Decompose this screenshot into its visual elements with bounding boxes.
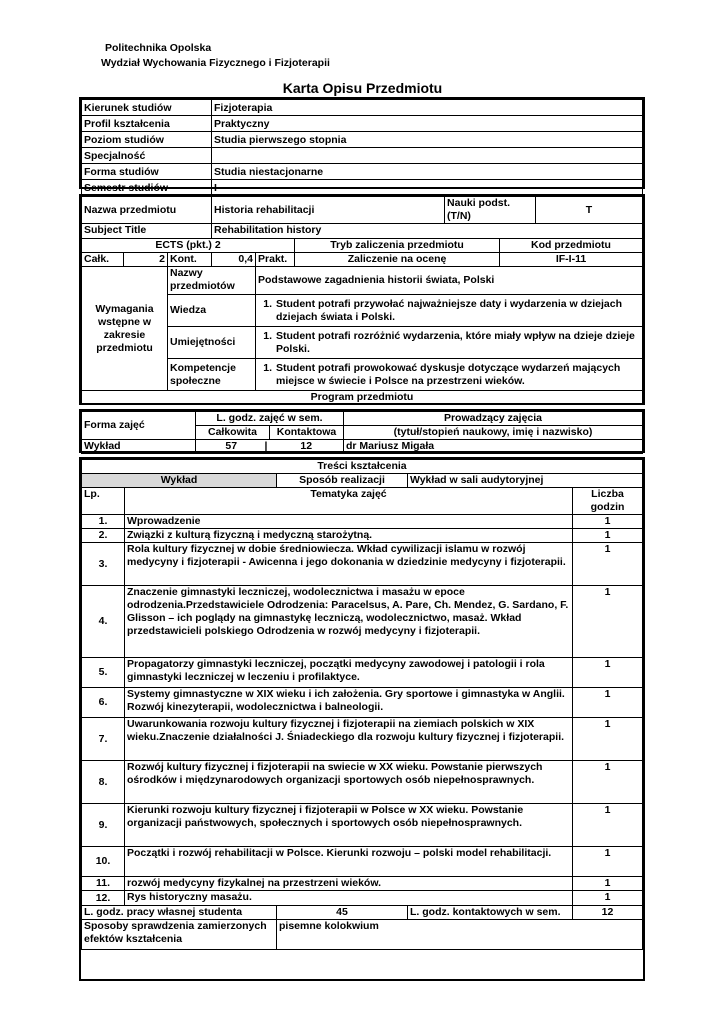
course-code-label: Kod przedmiotu <box>500 239 643 253</box>
forms-box <box>79 409 645 453</box>
row-lp: 11. <box>82 877 125 891</box>
studies-value: I <box>212 180 643 196</box>
content-title: Treści kształcenia <box>82 460 643 474</box>
studies-row <box>82 100 643 116</box>
req-label-courses: Nazwy przedmiotów <box>168 267 256 295</box>
subject-title-value: Rehabilitation history <box>212 224 643 239</box>
basic-science-value: T <box>536 197 643 224</box>
row-topic: Początki i rozwój rehabilitacji w Polsce. Kierunki rozwoju – polski model rehabilitacji. <box>125 847 573 877</box>
row-topic: Wprowadzenie <box>125 515 573 529</box>
own-work-value: 45 <box>277 906 408 920</box>
document-title: Karta Opisu Przedmiotu <box>282 80 443 96</box>
form-row-total <box>196 440 270 454</box>
contact-hours-label: Kontaktowa <box>270 426 344 440</box>
row-topic: Znaczenie gimnastyki leczniczej, wodolecznictwa i masażu w epoce odrodzenia.Przedstawiciele Odrodzenia: Paracelsus, A. Pare, Ch. Mendez, G. Sardano, F. Glisson – ich poglądy na gimnastykę leczniczą, wodolecznictwo, masaż. Wkład przedstawicieli polskiego Odrodzenia w rozwój medycyny i fizjoterapii. <box>125 586 573 658</box>
row-topic: Rys historyczny masażu. <box>125 891 573 906</box>
subject-box <box>79 194 645 405</box>
table-row <box>82 688 643 718</box>
department-name: Wydział Wychowania Fizycznego i Fizjoterapii <box>101 57 330 69</box>
studies-label: Semestr studiów <box>82 180 212 196</box>
row-topic: Związki z kulturą fizyczną i medyczną starożytną. <box>125 529 573 543</box>
row-lp: 9. <box>82 804 125 847</box>
row-lp: 6. <box>82 688 125 718</box>
course-code-value: IF-I-11 <box>500 253 643 267</box>
req-knowledge-num: 1. <box>263 297 273 310</box>
ects-contact-value: 0,4 <box>212 253 256 267</box>
studies-row <box>82 116 643 132</box>
row-hours: 1 <box>573 804 643 847</box>
table-row <box>82 804 643 847</box>
ects-total-value: 2 <box>124 253 168 267</box>
req-label-knowledge: Wiedza <box>168 295 256 327</box>
row-lp: 1. <box>82 515 125 529</box>
method-label: Sposób realizacji <box>277 474 408 488</box>
col-lp: Lp. <box>82 488 125 515</box>
own-work-label: L. godz. pracy własnej studenta <box>82 906 277 920</box>
table-row <box>82 529 643 543</box>
program-label: Program przedmiotu <box>82 391 643 405</box>
row-hours: 1 <box>573 847 643 877</box>
method-value: Wykład w sali audytoryjnej <box>408 474 643 488</box>
req-skills-num: 1. <box>263 329 273 342</box>
table-row <box>82 718 643 761</box>
studies-value: Studia pierwszego stopnia <box>212 132 643 148</box>
verification-label: Sposoby sprawdzenia zamierzonych efektów kształcenia <box>82 920 277 950</box>
content-table <box>81 459 643 950</box>
row-lp: 4. <box>82 586 125 658</box>
content-box <box>79 457 645 981</box>
row-hours: 1 <box>573 543 643 586</box>
totals-row <box>82 906 643 920</box>
row-hours: 1 <box>573 586 643 658</box>
table-row <box>82 847 643 877</box>
req-competences-text: Student potrafi prowokować dyskusje dotyczące wydarzeń mających miejsce w świecie i Polsce na przestrzeni wieków. <box>276 361 621 387</box>
req-label-skills: Umiejętności <box>168 327 256 359</box>
row-lp: 2. <box>82 529 125 543</box>
table-row <box>82 515 643 529</box>
table-row <box>82 877 643 891</box>
row-topic: Uwarunkowania rozwoju kultury fizycznej i fizjoterapii na ziemiach polskich w XIX wieku.Znaczenie działalności J. Śniadeckiego dla rozwoju kultury fizycznej i fizjoterapii. <box>125 718 573 761</box>
studies-row <box>82 132 643 148</box>
form-row-total-value: 57 <box>225 440 238 452</box>
verification-row <box>82 920 643 950</box>
table-row <box>82 658 643 688</box>
row-hours: 1 <box>573 761 643 804</box>
row-hours: 1 <box>573 529 643 543</box>
studies-label: Kierunek studiów <box>82 100 212 116</box>
req-competences-num: 1. <box>263 361 273 374</box>
studies-value: Praktyczny <box>212 116 643 132</box>
row-lp: 5. <box>82 658 125 688</box>
req-knowledge-text: Student potrafi przywołać najważniejsze daty i wydarzenia w dziejach dziejach świata i Polski. <box>276 297 623 323</box>
studies-label: Forma studiów <box>82 164 212 180</box>
contact-total-value: 12 <box>573 906 643 920</box>
studies-info-box <box>79 97 645 194</box>
req-label-competences: Kompetencje społeczne <box>168 359 256 391</box>
row-topic: Rola kultury fizycznej w dobie średniowiecza. Wkład cywilizacji islamu w rozwój medycyny i fizjoterapii - Awicenna i jego dokonania w dziedzinie medycyny i fizjoterapii. <box>125 543 573 586</box>
form-row-teacher: dr Mariusz Migała <box>344 440 643 454</box>
row-lp: 3. <box>82 543 125 586</box>
teacher-sublabel: (tytuł/stopień naukowy, imię i nazwisko) <box>344 426 643 440</box>
ects-total-label: Całk. <box>82 253 124 267</box>
studies-table <box>81 99 643 196</box>
table-row <box>82 543 643 586</box>
hours-label: L. godz. zajęć w sem. <box>196 412 344 426</box>
assessment-mode-label: Tryb zaliczenia przedmiotu <box>295 239 500 253</box>
row-topic: Kierunki rozwoju kultury fizycznej i fizjoterapii w Polsce w XX wieku. Powstanie organizacji państwowych, społecznych i sportowych osób niepełnosprawnych. <box>125 804 573 847</box>
subject-title-label: Subject Title <box>82 224 212 239</box>
table-row <box>82 891 643 906</box>
forms-table <box>81 411 643 454</box>
form-row-contact: 12 <box>270 440 344 454</box>
form-label: Forma zajęć <box>82 412 196 440</box>
row-hours: 1 <box>573 688 643 718</box>
table-row <box>82 761 643 804</box>
row-lp: 10. <box>82 847 125 877</box>
ects-contact-label: Kont. <box>168 253 212 267</box>
studies-value: Fizjoterapia <box>212 100 643 116</box>
basic-science-label: Nauki podst. (T/N) <box>445 197 536 224</box>
row-lp: 12. <box>82 891 125 906</box>
req-skills <box>256 327 643 359</box>
col-topic: Tematyka zajęć <box>125 488 573 515</box>
subject-name-value: Historia rehabilitacji <box>212 197 445 224</box>
total-hours-label: Całkowita <box>196 426 270 440</box>
verification-value: pisemne kolokwium <box>277 920 643 950</box>
content-type: Wykład <box>82 474 277 488</box>
studies-label: Profil kształcenia <box>82 116 212 132</box>
row-lp: 7. <box>82 718 125 761</box>
studies-label: Specjalność <box>82 148 212 164</box>
req-knowledge <box>256 295 643 327</box>
teacher-label: Prowadzący zajęcia <box>344 412 643 426</box>
subject-name-label: Nazwa przedmiotu <box>82 197 212 224</box>
studies-label: Poziom studiów <box>82 132 212 148</box>
requirements-label: Wymagania wstępne w zakresie przedmiotu <box>82 267 168 391</box>
row-hours: 1 <box>573 718 643 761</box>
form-row-type: Wykład <box>82 440 196 454</box>
row-topic: Systemy gimnastyczne w XIX wieku i ich założenia. Gry sportowe i gimnastyka w Anglii. Rozwój kinezyterapii, wodolecznictwa i balneologii. <box>125 688 573 718</box>
row-lp: 8. <box>82 761 125 804</box>
form-row-sep: | <box>264 440 268 452</box>
row-hours: 1 <box>573 891 643 906</box>
contact-total-label: L. godz. kontaktowych w sem. <box>408 906 573 920</box>
studies-value: Studia niestacjonarne <box>212 164 643 180</box>
subject-table <box>81 196 643 405</box>
assessment-mode-value: Zaliczenie na ocenę <box>295 253 500 267</box>
req-text-courses: Podstawowe zagadnienia historii świata, Polski <box>256 267 643 295</box>
table-row <box>82 586 643 658</box>
university-name: Politechnika Opolska <box>105 42 212 54</box>
req-skills-text: Student potrafi rozróżnić wydarzenia, które miały wpływ na dzieje dzieje Polski. <box>276 329 635 355</box>
row-hours: 1 <box>573 658 643 688</box>
row-topic: Propagatorzy gimnastyki leczniczej, początki medycyny zawodowej i patologii i rola gimnastyki leczniczej w leczeniu i profilaktyce. <box>125 658 573 688</box>
req-competences <box>256 359 643 391</box>
studies-value <box>212 148 643 164</box>
studies-row <box>82 148 643 164</box>
studies-row <box>82 164 643 180</box>
ects-practical-label: Prakt. <box>256 253 295 267</box>
row-topic: rozwój medycyny fizykalnej na przestrzeni wieków. <box>125 877 573 891</box>
row-hours: 1 <box>573 515 643 529</box>
row-hours: 1 <box>573 877 643 891</box>
row-topic: Rozwój kultury fizycznej i fizjoterapii na swiecie w XX wieku. Powstanie pierwszych ośrodków i międzynarodowych organizacji sportowych osób niepełnosprawnych. <box>125 761 573 804</box>
col-hours: Liczba godzin <box>573 488 643 515</box>
ects-label: ECTS (pkt.) 2 <box>82 239 295 253</box>
